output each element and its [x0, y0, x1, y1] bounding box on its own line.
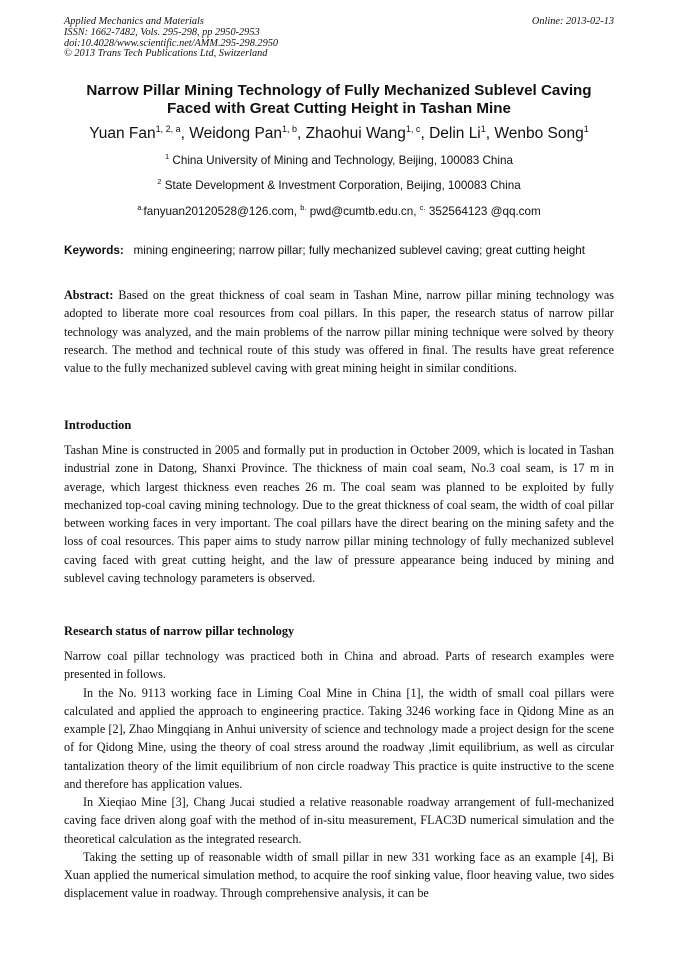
author: Weidong Pan$^{1, b}$, [189, 124, 306, 142]
paragraph: Tashan Mine is constructed in 2005 and formally put in production in October 2009, which is located in Tashan industrial zone in Datong, Shanxi Province. The thickness of main coal seam, No.3 coal seam, is 17 m in average, which largest thickness even reaches 26 m. The coal seam was planned to be exploited by fully mechanized top-coal caving mining technology. Due to the great thickness of coal seam, the width of coal pillar between working faces in very important. The coal pillars have the direct bearing on the mining safety and the loss of coal resources. This paper aims to study narrow pillar mining technology of fully mechanized sublevel caving faced with great cutting height, and the law of pressure appearance being induced by mining and sublevel caving technology parameters is observed. [64, 443, 614, 585]
online-date: Online: 2013-02-13 [531, 16, 614, 27]
journal-name: Applied Mechanics and Materials [64, 16, 204, 27]
paragraph: Narrow coal pillar technology was practiced both in China and abroad. Parts of research examples were presented in follows. [64, 649, 614, 682]
paper-title: Narrow Pillar Mining Technology of Fully Mechanized Sublevel Caving Faced with Great Cutting Height in Tashan Mine [86, 82, 592, 117]
author-list [40, 124, 638, 143]
paragraph: In the No. 9113 working face in Liming Coal Mine in China [1], the width of small coal pillars were calculated and applied the approach to engineering practice. Taking 3246 working face in Qidong Mine as an example [2], Zhao Mingqiang in Anhui university of science and technology made a project design for the scene of for Qidong Mine, using the theory of coal stress around the roadway ,limit equilibrium, as well as circular tantalization theory of the limit equilibrium of non circle roadway This practice is quite instructive to the scene and therefore has application values. [64, 685, 614, 791]
doi-line: doi:10.4028/www.scientific.net/AMM.295-298.2950 [64, 37, 279, 49]
issn-line: ISSN: 1662-7482, Vols. 295-298, pp 2950-2953 [64, 26, 260, 38]
author: Yuan Fan$^{1, 2, a}$, [89, 124, 190, 142]
author: Delin Li$^1$, [429, 124, 495, 142]
affiliation-2: $^2$ State Development & Investment Corporation, Beijing, 100083 China [157, 177, 521, 192]
journal-header [64, 17, 614, 60]
paragraph: In Xieqiao Mine [3], Chang Jucai studied a relative reasonable roadway arrangement of full-mechanized caving face driven along goaf with the method of in-situ measurement, FLAC3D numerical simulation and the theoretical calculation as the integrated research. [64, 795, 614, 846]
copyright-line: © 2013 Trans Tech Publications Ltd, Switzerland [64, 48, 268, 60]
email-link[interactable]: 352564123 @qq.com [428, 205, 541, 218]
author: Zhaohui Wang$^{1, c}$, [305, 124, 430, 142]
keywords-text: mining engineering; narrow pillar; fully mechanized sublevel caving; great cutting height [133, 244, 586, 257]
section-heading-research-status: Research status of narrow pillar technology [64, 624, 295, 638]
abstract-text: Based on the great thickness of coal seam in Tashan Mine, narrow pillar mining technology was adopted to liberate more coal resources from coal pillars. In this paper, the research status of narrow pillar technology was analyzed, and the main problems of the narrow pillar mining technique were solved by theory research. The method and technical route of this study was offered in final. The results have great reference value to the fully mechanized sublevel caving with great mining height in similar conditions. [64, 288, 614, 375]
abstract-label: Abstract: [64, 288, 114, 302]
author: Wenbo Song$^1$ [494, 124, 589, 142]
email-link[interactable]: fanyuan20120528@126.com, [143, 205, 301, 218]
research-body [64, 647, 614, 903]
affiliation-1: $^1$ China University of Mining and Technology, Beijing, 100083 China [164, 152, 514, 167]
keywords-label: Keywords: [64, 244, 124, 257]
section-heading-introduction: Introduction [64, 418, 132, 432]
email-link[interactable]: pwd@cumtb.edu.cn, [309, 205, 420, 218]
paragraph: Taking the setting up of reasonable width of small pillar in new 331 working face as an example [4], Bi Xuan applied the numerical simulation method, to acquire the roof sinking value, floor heaving value, two sides displacement value in roadway. Through comprehensive analysis, it can be [64, 849, 614, 901]
keywords [64, 242, 614, 259]
introduction-body [64, 441, 614, 587]
abstract [64, 286, 614, 377]
email-list: $^{a.}$fanyuan20120528@126.com, $^{b.}$ pwd@cumtb.edu.cn, $^{c.}$ 352564123 @qq.com [137, 203, 541, 218]
